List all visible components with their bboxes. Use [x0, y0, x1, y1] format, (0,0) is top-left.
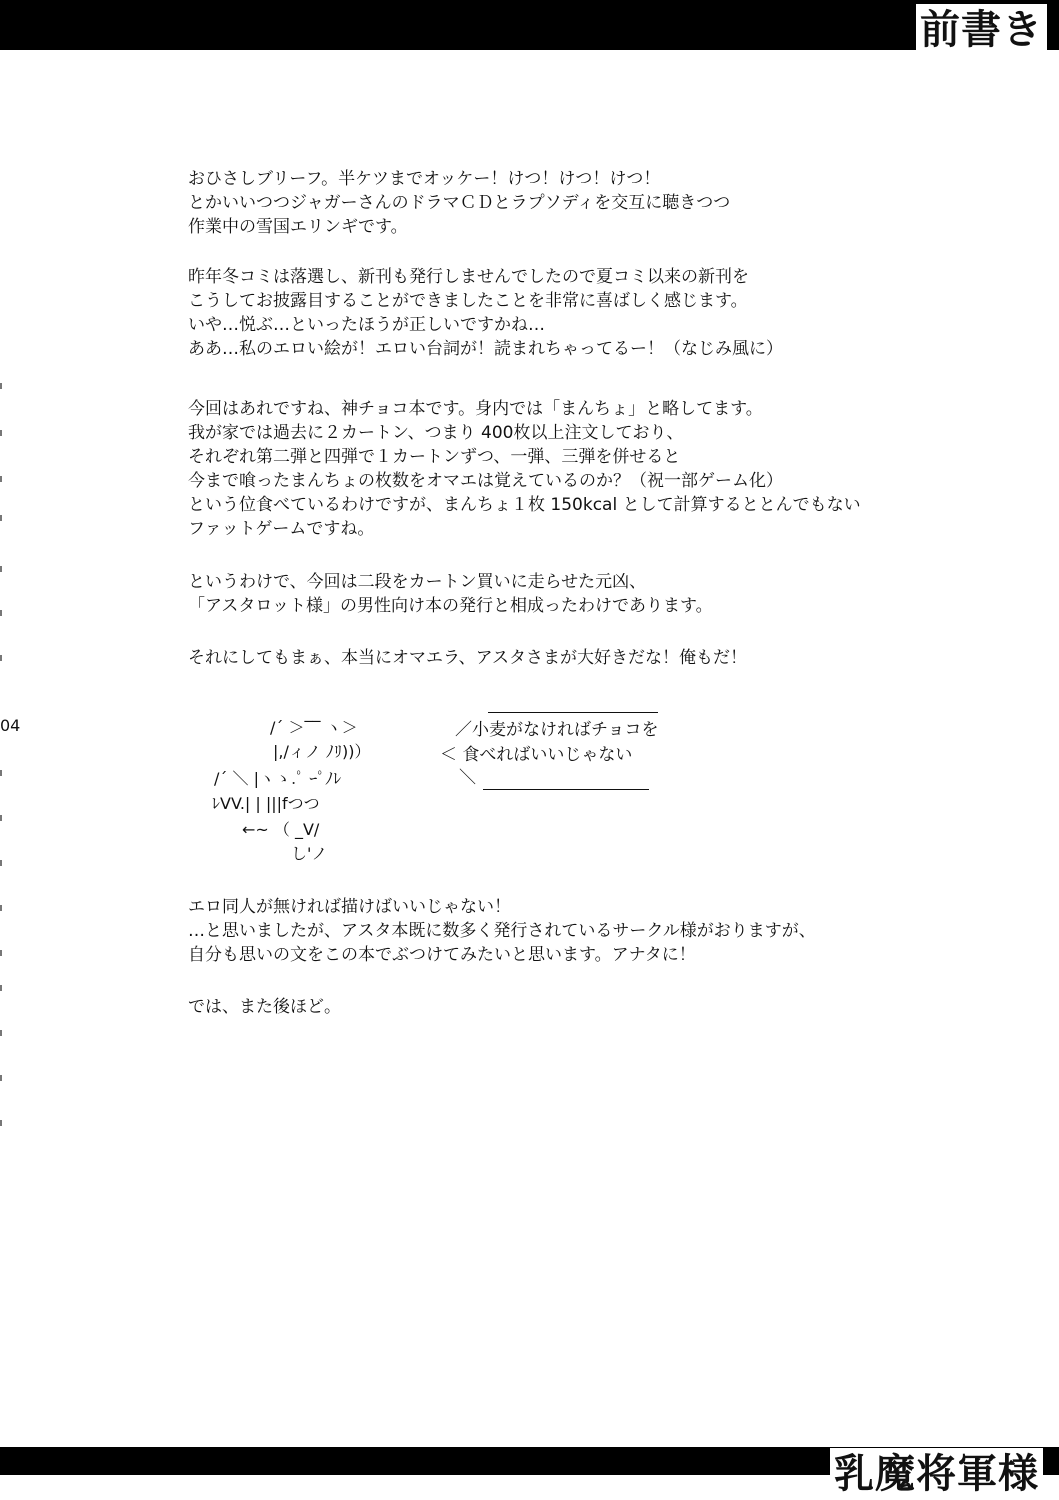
speech-bubble-bottom-line [483, 789, 649, 790]
margin-mark [0, 566, 2, 572]
ascii-art-line: |,/ィノ ﾉﾘ))） [273, 742, 371, 761]
text-line: …と思いましたが、アスタ本既に数多く発行されているサークル様がおりますが、 [188, 921, 816, 941]
margin-mark [0, 1030, 2, 1036]
ascii-art-line: ﾚVV.| | |||fつつ [212, 794, 320, 813]
text-line: 自分も思いの文をこの本でぶつけてみたいと思います。アナタに！ [188, 945, 696, 965]
margin-mark [0, 515, 2, 521]
margin-mark [0, 905, 2, 911]
ascii-art-line: し'ノ [291, 844, 328, 863]
speech-bubble-line: ＜ 食べればいいじゃない [440, 745, 633, 765]
text-line: 昨年冬コミは落選し、新刊も発行しませんでしたので夏コミ以来の新刊を [188, 267, 749, 287]
text-line: 「アスタロット様」の男性向け本の発行と相成ったわけであります。 [188, 596, 713, 616]
doujin-paragraph [188, 895, 968, 967]
margin-mark [0, 950, 2, 956]
speech-bubble-tail: ＼ [459, 768, 476, 788]
page-number: 04 [0, 716, 21, 735]
text-line: ファットゲームですね。 [188, 519, 375, 539]
chocolate-paragraph [188, 397, 968, 541]
margin-mark [0, 815, 2, 821]
text-line: 我が家では過去に２カートン、つまり 400枚以上注文しており、 [188, 423, 684, 443]
margin-mark [0, 383, 2, 389]
speech-bubble-line: ／小麦がなければチョコを [455, 720, 659, 740]
text-line: 作業中の雪国エリンギです。 [188, 217, 408, 237]
text-line: というわけで、今回は二段をカートン買いに走らせた元凶、 [188, 572, 647, 592]
text-line: では、また後ほど。 [188, 997, 341, 1017]
margin-mark [0, 860, 2, 866]
top-black-band [0, 0, 1059, 50]
text-line: エロ同人が無ければ描けばいいじゃない！ [188, 897, 511, 917]
margin-mark [0, 1120, 2, 1126]
text-line: 今まで喰ったまんちょの枚数をオマエは覚えているのか？（祝一部ゲーム化） [188, 471, 783, 491]
text-line: いや…悦ぶ…といったほうが正しいですかね… [188, 315, 545, 335]
text-line: それにしてもまぁ、本当にオマエラ、アスタさまが大好きだな！俺もだ！ [188, 648, 747, 668]
margin-mark [0, 655, 2, 661]
astaroth-paragraph [188, 570, 968, 618]
margin-mark [0, 1075, 2, 1081]
text-line: とかいいつつジャガーさんのドラマＣＤとラプソディを交互に聴きつつ [188, 193, 731, 213]
margin-mark [0, 430, 2, 436]
comiket-paragraph [188, 265, 968, 361]
text-line: おひさしブリーフ。半ケツまでオッケー！けつ！けつ！けつ！ [188, 169, 661, 189]
closing-paragraph [188, 995, 968, 1019]
text-line: それぞれ第二弾と四弾で１カートンずつ、一弾、三弾を併せると [188, 447, 681, 467]
margin-mark [0, 770, 2, 776]
ascii-art-line: /´ ＼ |ヽゝ.ﾟ ｰﾟﾉﾚ [214, 769, 342, 788]
text-line: 今回はあれですね、神チョコ本です。身内では「まんちょ」と略してます。 [188, 399, 763, 419]
speech-bubble-top-line [488, 712, 658, 713]
ascii-art-line: /´ ＞‾‾ ヽ＞ [270, 718, 358, 737]
text-line: ああ…私のエロい絵が！エロい台詞が！読まれちゃってるー！（なじみ風に） [188, 339, 783, 359]
footer-book-title: 乳魔将軍様 [830, 1448, 1043, 1500]
intro-paragraph [188, 167, 968, 239]
text-line: という位食べているわけですが、まんちょ１枚 150kcal として計算するととんでもない [188, 495, 861, 515]
margin-mark [0, 985, 2, 991]
ascii-art-line: ←~ （ _V/ [242, 820, 320, 839]
margin-mark [0, 610, 2, 616]
fans-paragraph [188, 646, 968, 670]
text-line: こうしてお披露目することができましたことを非常に喜ばしく感じます。 [188, 291, 748, 311]
margin-mark [0, 476, 2, 482]
page-title: 前書き [916, 4, 1047, 56]
